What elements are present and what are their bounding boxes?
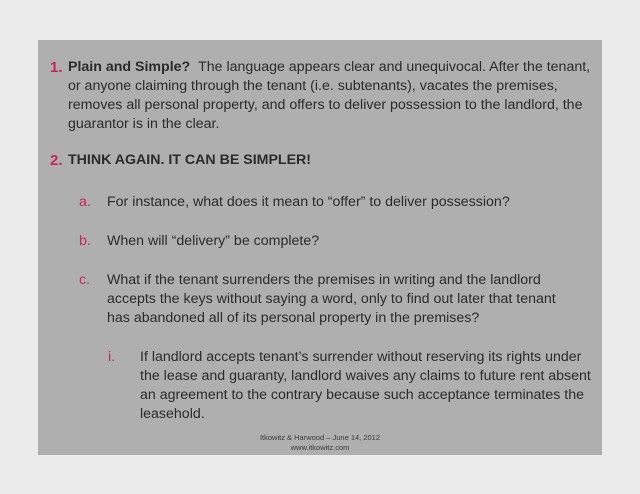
footer-credit: Itkowitz & Harwood – June 14, 2012 bbox=[259, 433, 381, 442]
subitem-b-text: When will “delivery” be complete? bbox=[107, 233, 320, 249]
subitem-a-text: For instance, what does it mean to “offer” to deliver possession? bbox=[107, 194, 510, 210]
slide bbox=[38, 40, 602, 455]
item-2-heading: THINK AGAIN. IT CAN BE SIMPLER! bbox=[68, 152, 312, 168]
item-1-text: The language appears clear and unequivocal. After the tenant, or anyone claiming through the tenant (i.e. subtenants), vacates the premises, removes all personal property, and offers to deliver possession to the landlord, the guarantor is in the clear. bbox=[68, 59, 591, 132]
footer-website: www.itkowitz.com bbox=[290, 443, 350, 452]
item-1-heading: Plain and Simple? bbox=[68, 59, 191, 75]
subitem-a-letter: a. bbox=[79, 194, 91, 210]
subitem-c-letter: c. bbox=[79, 272, 91, 288]
item-2-number: 2. bbox=[50, 152, 63, 169]
item-1-paragraph bbox=[68, 58, 592, 134]
item-1-number: 1. bbox=[50, 59, 63, 76]
subitem-c-text: What if the tenant surrenders the premises in writing and the landlord accepts the keys without saying a word, only to find out later that tenant has abandoned all of its personal property in the premises? bbox=[107, 272, 556, 326]
subitem-c-i-letter: i. bbox=[108, 349, 116, 365]
subitem-b-letter: b. bbox=[79, 233, 91, 249]
subitem-c-i-text: If landlord accepts tenant’s surrender without reserving its rights under the lease and guaranty, landlord waives any claims to future rent absent an agreement to the contrary because such acceptance terminates the leasehold. bbox=[140, 349, 591, 422]
